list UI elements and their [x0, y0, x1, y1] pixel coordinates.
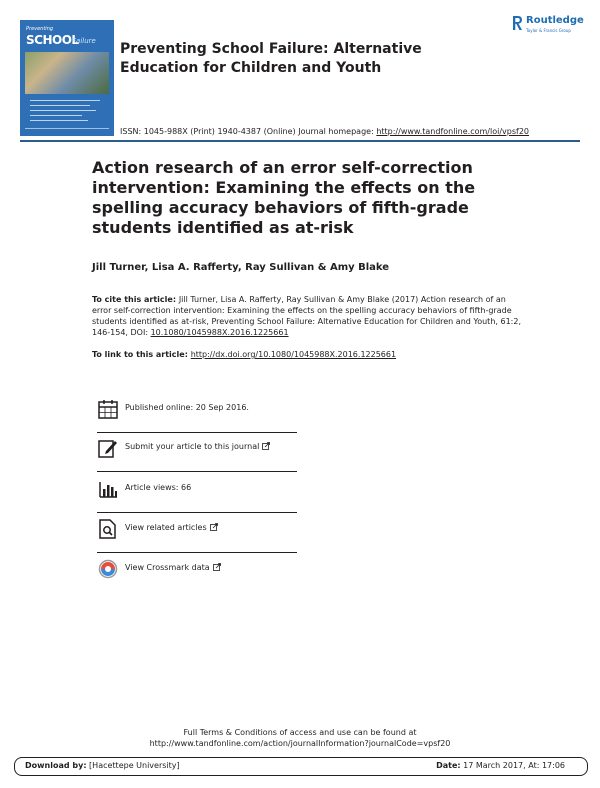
article-title: Action research of an error self-correction intervention: Examining the effects on the spelling accuracy behaviors of fifth-grade students identified as at-risk — [92, 158, 476, 237]
row-divider — [97, 512, 297, 513]
row-divider — [97, 471, 297, 472]
article-authors: Jill Turner, Lisa A. Rafferty, Ray Sullivan & Amy Blake — [92, 262, 390, 273]
issn-text: ISSN: 1045-988X (Print) 1940-4387 (Online) Journal homepage: — [120, 127, 377, 136]
terms-url[interactable]: http://www.tandfonline.com/action/journalInformation?journalCode=vpsf20 — [149, 739, 451, 748]
issn-line — [120, 127, 529, 136]
journal-cover-image — [20, 20, 114, 136]
row-divider — [97, 432, 297, 433]
downloaded-by: Download by: [Hacettepe University] — [25, 761, 180, 770]
row-divider — [97, 552, 297, 553]
external-link-icon — [210, 523, 218, 531]
cover-title-line3: Failure — [72, 37, 96, 45]
cover-text-line — [30, 100, 100, 101]
routledge-r-icon — [512, 15, 523, 31]
download-date: Date: 17 March 2017, At: 17:06 — [436, 761, 565, 770]
citation-text: Jill Turner, Lisa A. Rafferty, Ray Sullivan & Amy Blake (2017) Action research of an error self-correction intervention: Examining the effects on the spelling accuracy behaviors of fifth-grade students identified as at-risk, Preventing School Failure: Alternative Education for Children and Youth, 61:2, 146-154, DOI: — [92, 295, 521, 337]
citation-block — [92, 294, 522, 338]
journal-title: Preventing School Failure: Alternative Education for Children and Youth — [120, 41, 422, 76]
cover-text-line — [30, 105, 90, 106]
cover-title-line2: SCHOOL — [26, 33, 79, 47]
related-articles-link[interactable]: View related articles — [125, 523, 218, 532]
submit-article-row[interactable] — [97, 437, 297, 477]
published-online-row — [97, 398, 297, 438]
publisher-logo — [512, 15, 592, 45]
bar-chart-icon — [97, 478, 119, 500]
journal-homepage-link[interactable]: http://www.tandfonline.com/loi/vpsf20 — [376, 127, 529, 136]
article-views-row — [97, 478, 297, 518]
article-link-label: To link to this article: — [92, 350, 191, 359]
cover-text-line — [30, 120, 88, 121]
cover-footer-line — [25, 128, 109, 129]
publisher-subtitle: Taylor & Francis Group — [526, 28, 571, 33]
external-link-icon — [213, 563, 221, 571]
document-search-icon — [97, 518, 119, 540]
cover-photo — [25, 52, 109, 94]
related-articles-row[interactable] — [97, 518, 297, 558]
article-views-text: Article views: 66 — [125, 483, 192, 492]
cover-text-line — [30, 110, 96, 111]
crossmark-row[interactable] — [97, 558, 297, 598]
cover-text-line — [30, 115, 82, 116]
citation-label: To cite this article: — [92, 295, 179, 304]
terms-text: Full Terms & Conditions of access and use can be found at — [183, 728, 417, 737]
crossmark-link[interactable]: View Crossmark data — [125, 563, 221, 572]
citation-doi-link[interactable]: 10.1080/1045988X.2016.1225661 — [150, 328, 289, 337]
article-doi-url[interactable]: http://dx.doi.org/10.1080/1045988X.2016.1225661 — [190, 350, 397, 359]
edit-document-icon — [97, 437, 119, 459]
cover-title-line1: Preventing — [26, 26, 54, 32]
article-link-line — [92, 350, 396, 359]
submit-article-link[interactable]: Submit your article to this journal — [125, 442, 270, 451]
header-divider — [20, 140, 580, 142]
published-online-text: Published online: 20 Sep 2016. — [125, 403, 249, 412]
publisher-name: Routledge — [526, 15, 584, 26]
terms-footer — [0, 727, 600, 749]
download-info-bar — [14, 757, 588, 776]
calendar-icon — [97, 398, 119, 420]
crossmark-icon — [97, 558, 119, 580]
external-link-icon — [262, 442, 270, 450]
